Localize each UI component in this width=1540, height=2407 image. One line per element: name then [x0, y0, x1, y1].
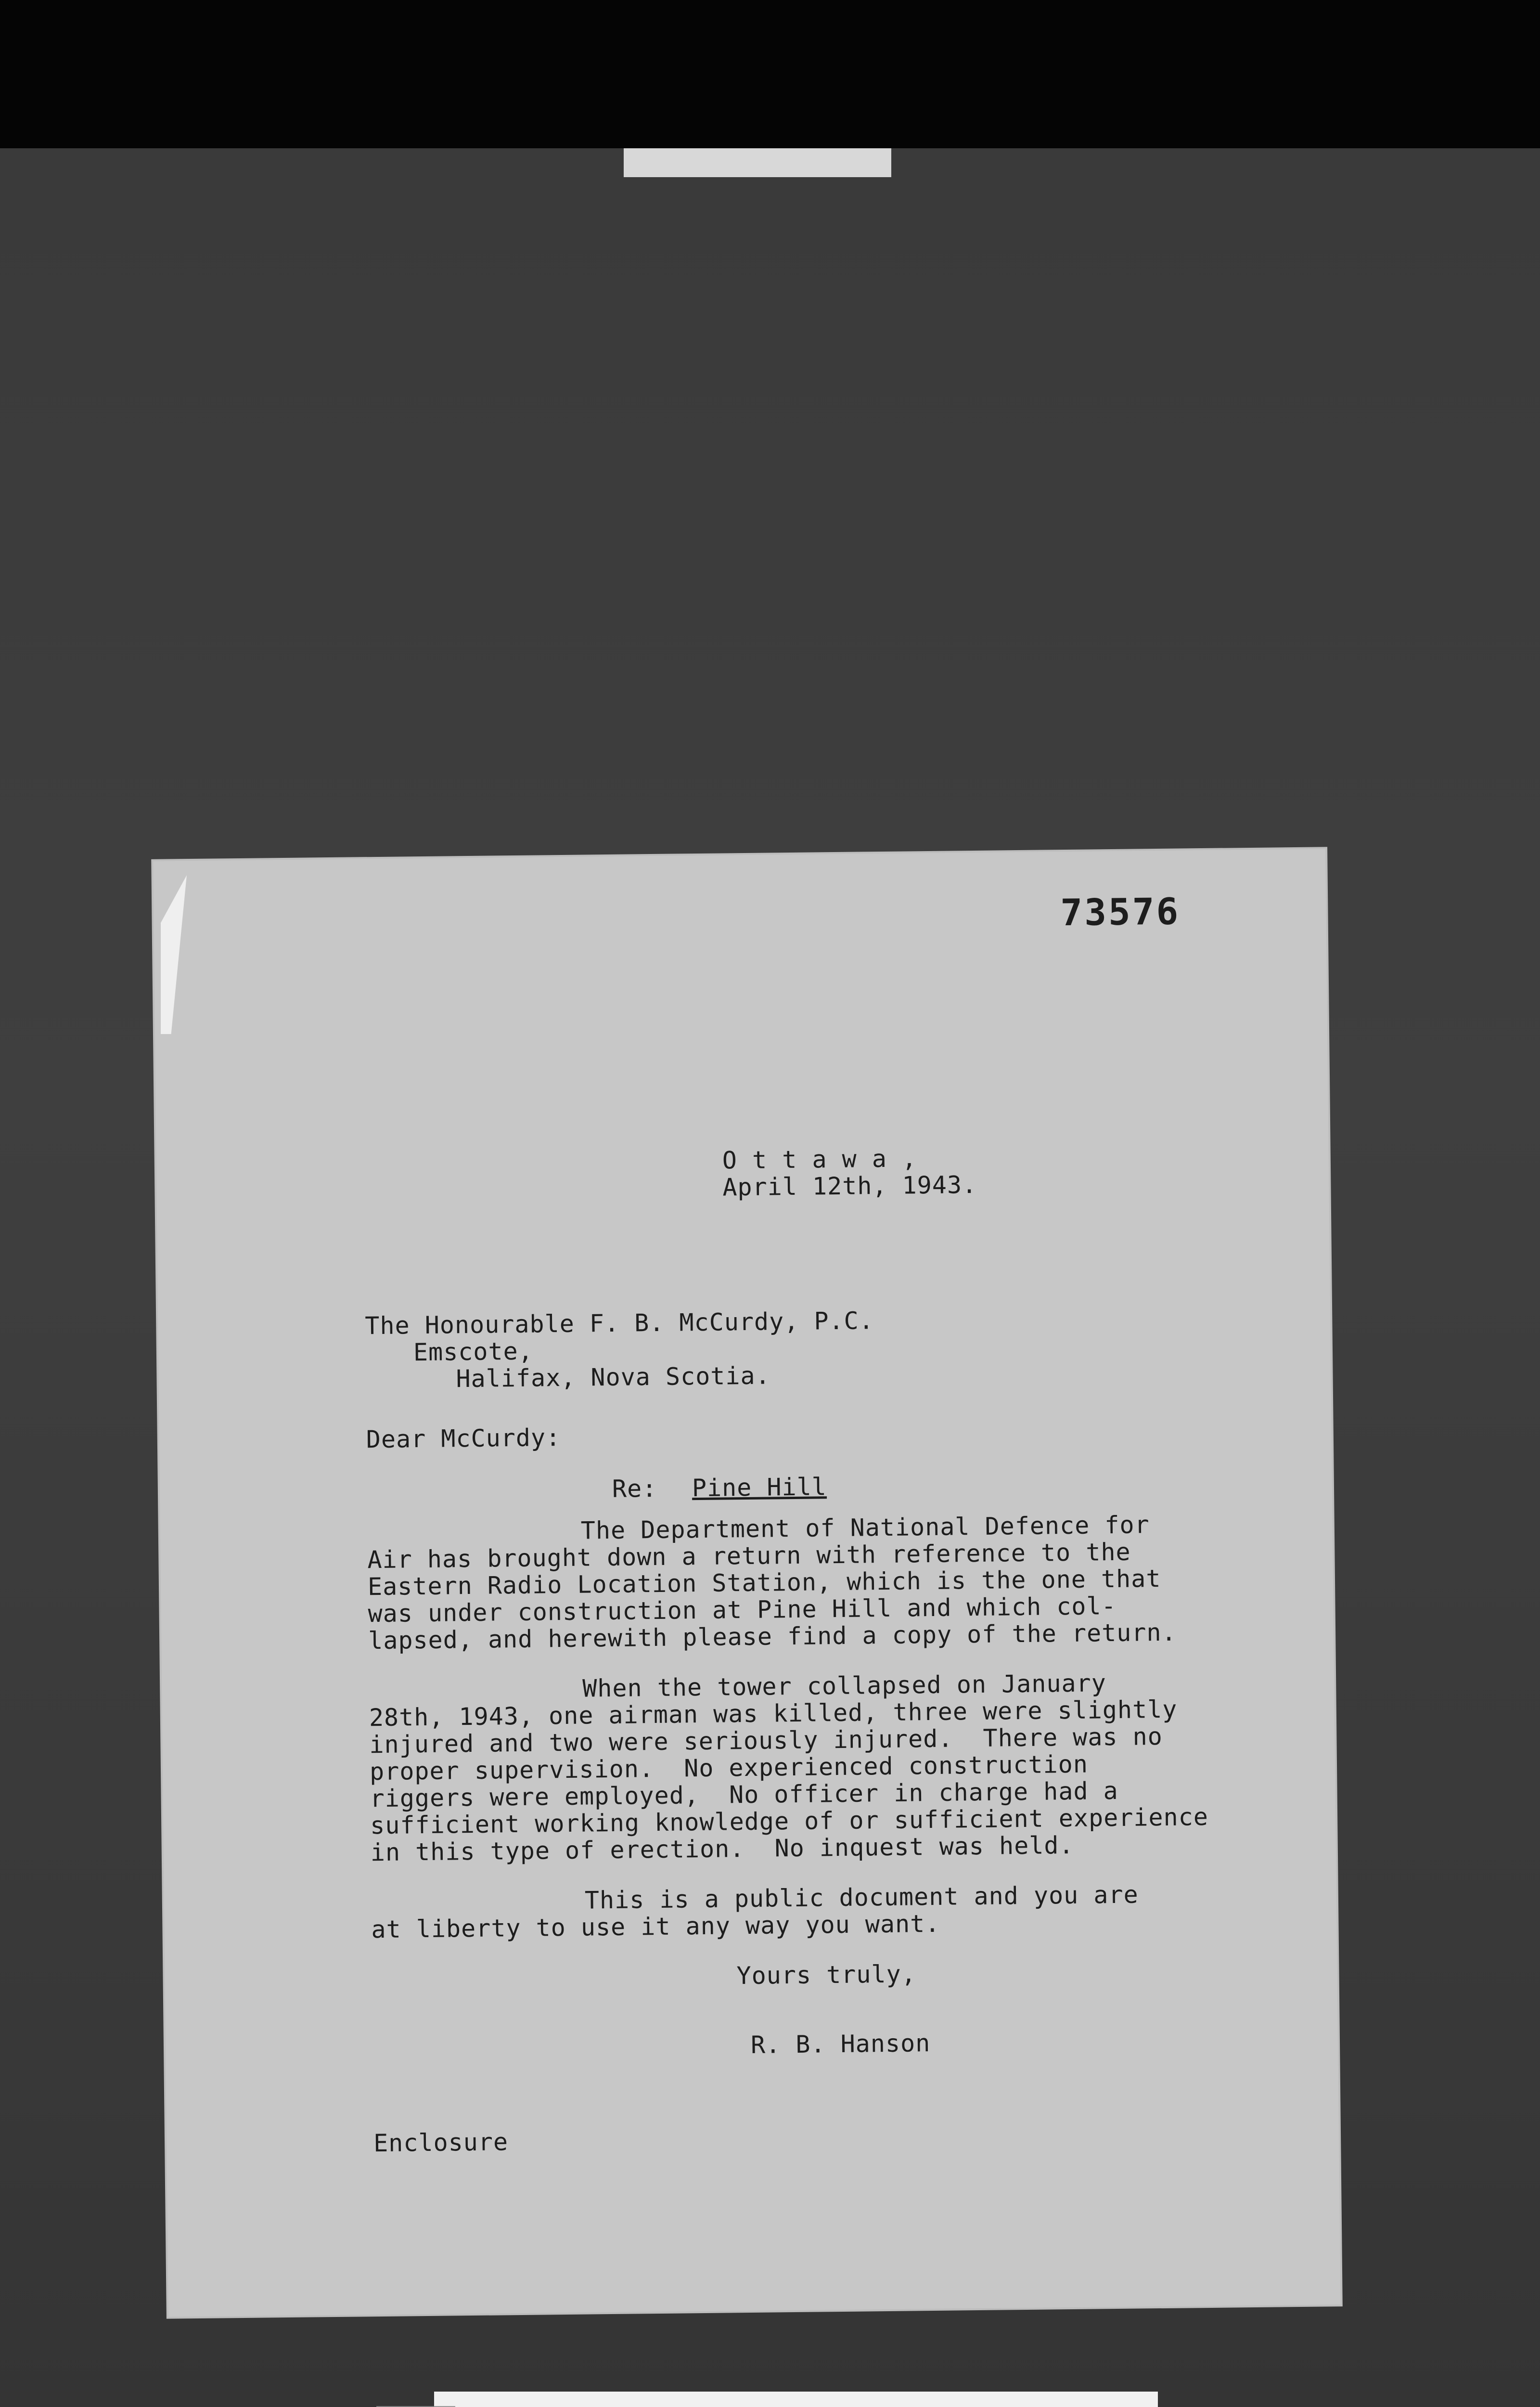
enclosure-note: Enclosure — [373, 2128, 509, 2158]
volume-label — [434, 2392, 1158, 2407]
paragraph-2-line-6: sufficient working knowledge of or sufficient experience — [370, 1802, 1209, 1840]
salutation: Dear McCurdy: — [366, 1423, 561, 1454]
letter-page — [153, 849, 1341, 2316]
top-paper-strip — [624, 148, 891, 177]
paragraph-2-line-3: injured and two were seriously injured. There was no — [369, 1722, 1163, 1759]
paragraph-3-line-1: This is a public document and you are — [584, 1880, 1139, 1915]
signature: R. B. Hanson — [750, 2029, 931, 2059]
re-label: Re: — [612, 1474, 657, 1503]
paragraph-1-line-2: Air has brought down a return with reference to the — [367, 1538, 1131, 1574]
addressee-line-2: Emscote, — [413, 1337, 534, 1367]
document-number: 73576 — [1060, 890, 1181, 934]
paragraph-2-line-4: proper supervision. No experienced construction — [369, 1750, 1089, 1786]
paragraph-2-line-1: When the tower collapsed on January — [582, 1669, 1107, 1703]
letter-place: O t t a w a , — [722, 1144, 917, 1175]
addressee-line-1: The Honourable F. B. McCurdy, P.C. — [365, 1307, 874, 1340]
letter-date: April 12th, 1943. — [722, 1170, 977, 1202]
closing: Yours truly, — [736, 1960, 917, 1990]
paragraph-2-line-5: riggers were employed, No officer in charge had a — [370, 1776, 1119, 1813]
paragraph-2-line-2: 28th, 1943, one airman was killed, three were slightly — [369, 1695, 1178, 1732]
re-subject: Pine Hill — [692, 1473, 827, 1502]
paragraph-1-line-1: The Department of National Defence for — [580, 1511, 1150, 1545]
paragraph-2-line-7: in this type of erection. No inquest was held. — [370, 1831, 1074, 1867]
paragraph-1-line-3: Eastern Radio Location Station, which is the one that — [367, 1564, 1161, 1601]
paragraph-1-line-4: was under construction at Pine Hill and which col- — [368, 1592, 1116, 1628]
paragraph-1-line-5: lapsed, and herewith please find a copy of the return. — [368, 1618, 1177, 1655]
addressee-line-3: Halifax, Nova Scotia. — [456, 1361, 770, 1393]
paragraph-3-line-2: at liberty to use it any way you want. — [371, 1909, 940, 1944]
